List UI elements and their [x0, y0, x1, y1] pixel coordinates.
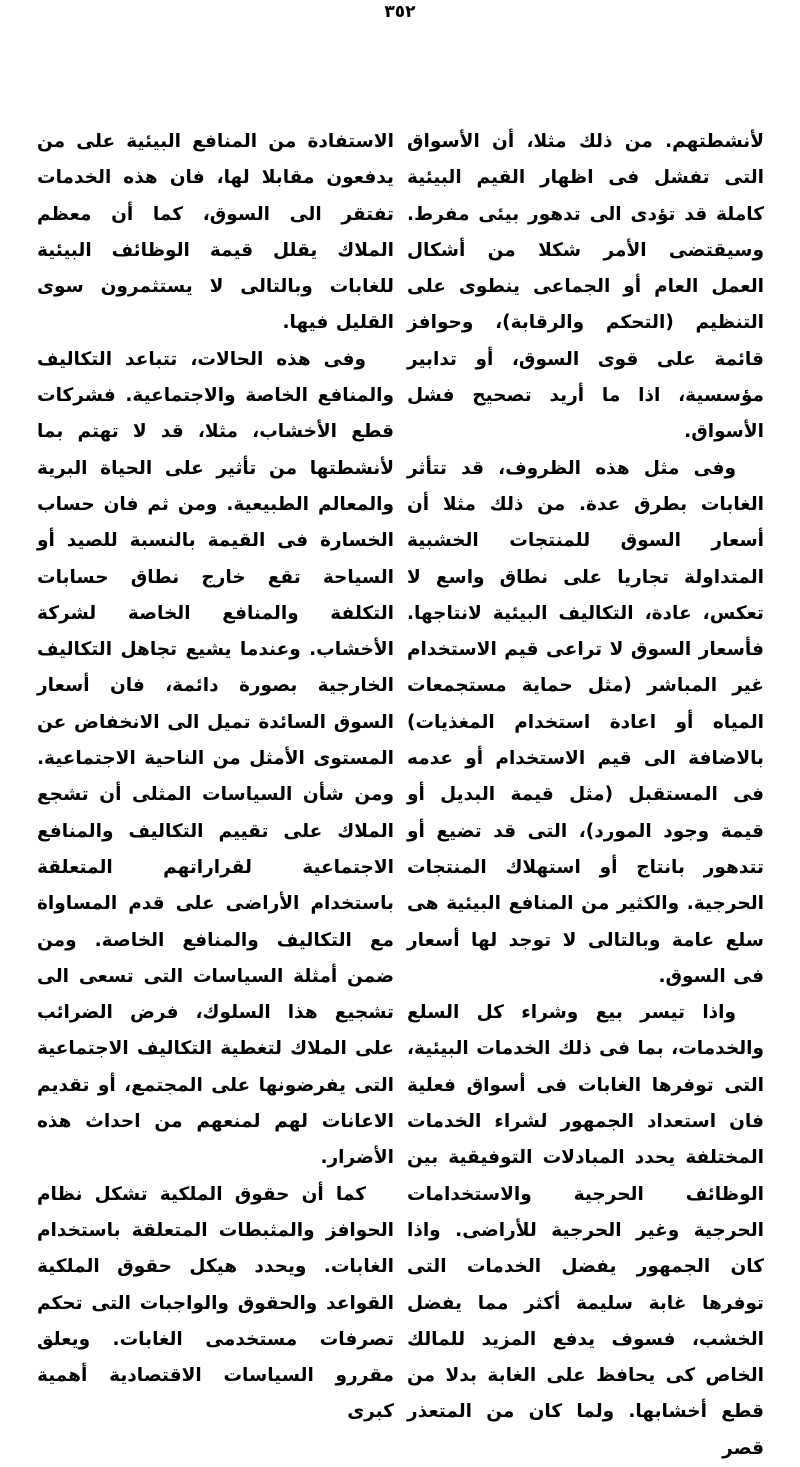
paragraph-continued: لأنشطتهم. من ذلك مثلا، أن الأسواق التى تفشل فى اظهار القيم البيئية كاملة قد تؤدى الى تدهور بيئى مفرط. وسيقتضى الأمر شكلا من أشكال العمل العام أو الجماعى ينطوى على التنظيم (التحكم والرقابة)، وحوافز قائمة على قوى السوق، أو تدابير مؤسسية، اذا ما أريد تصحيح فشل الأسواق.: [407, 131, 764, 443]
paragraph: وفى مثل هذه الظروف، قد تتأثر الغابات بطرق عدة. من ذلك مثلا أن أسعار السوق للمنتجات الخشبية المتداولة تجاريا على نطاق واسع لا تعكس، عادة، التكاليف البيئية لانتاجها. فأسعار السوق لا تراعى قيم الاستخدام غير المباشر (مثل حماية مستجمعات المياه أو اعادة استخدام المغذيات) بالاضافة الى قيم الاستخدام أو عدمه فى المستقبل (مثل قيمة البديل أو قيمة وجود المورد)، التى قد تضيع أو تتدهور بانتاج أو استهلاك المنتجات الحرجية. والكثير من المنافع البيئية هى سلع عامة وبالتالى لا توجد لها أسعار فى السوق.: [407, 457, 764, 987]
paragraph-continued: الاستفادة من المنافع البيئية على من يدفعون مقابلا لها، فان هذه الخدمات تفتقر الى السوق، كما أن معظم الملاك يقلل قيمة الوظائف البيئية للغابات وبالتالى لا يستثمرون سوى القليل فيها.: [37, 131, 394, 334]
paragraph: واذا تيسر بيع وشراء كل السلع والخدمات، بما فى ذلك الخدمات البيئية، التى توفرها الغابات فى أسواق فعلية فان استعداد الجمهور لشراء الخدمات المختلفة يحدد المبادلات التوفيقية بين الوظائف الحرجية والاستخدامات الحرجية وغير الحرجية للأراضى. واذا كان الجمهور يفضل الخدمات التى توفرها غابة سليمة أكثر مما يفضل الخشب، فسوف يدفع المزيد للمالك الخاص كى يحافظ على الغابة بدلا من قطع أخشابها. ولما كان من المتعذر قصر: [407, 1002, 764, 1459]
column-left: [37, 124, 394, 1467]
paragraph: وفى هذه الحالات، تتباعد التكاليف والمنافع الخاصة والاجتماعية. فشركات قطع الأخشاب، مثلا، قد لا تهتم بما لأنشطتها من تأثير على الحياة البرية والمعالم الطبيعية. ومن ثم فان حساب الخسارة فى القيمة بالنسبة للصيد أو السياحة تقع خارج نطاق حسابات التكلفة والمنافع الخاصة لشركة الأخشاب. وعندما يشيع تجاهل التكاليف الخارجية بصورة دائمة، فان أسعار السوق السائدة تميل الى الانخفاض عن المستوى الأمثل من الناحية الاجتماعية. ومن شأن السياسات المثلى أن تشجع الملاك على تقييم التكاليف والمنافع الاجتماعية لقراراتهم المتعلقة باستخدام الأراضى على قدم المساواة مع التكاليف والمنافع الخاصة. ومن ضمن أمثلة السياسات التى تسعى الى تشجيع هذا السلوك، فرض الضرائب على الملاك لتغطية التكاليف الاجتماعية التى يفرضونها على المجتمع، أو تقديم الاعانات لهم لمنعهم من احداث هذه الأضرار.: [37, 348, 394, 1169]
column-right: [407, 124, 764, 1467]
text-columns: [37, 124, 764, 1467]
paragraph: كما أن حقوق الملكية تشكل نظام الحوافز والمثبطات المتعلقة باستخدام الغابات. ويحدد هيكل حقوق الملكية القواعد والحقوق والواجبات التى تحكم تصرفات مستخدمى الغابات. ويعلق مقررو السياسات الاقتصادية أهمية كبرى: [37, 1183, 394, 1423]
page-number: ٣٥٢: [384, 2, 416, 22]
